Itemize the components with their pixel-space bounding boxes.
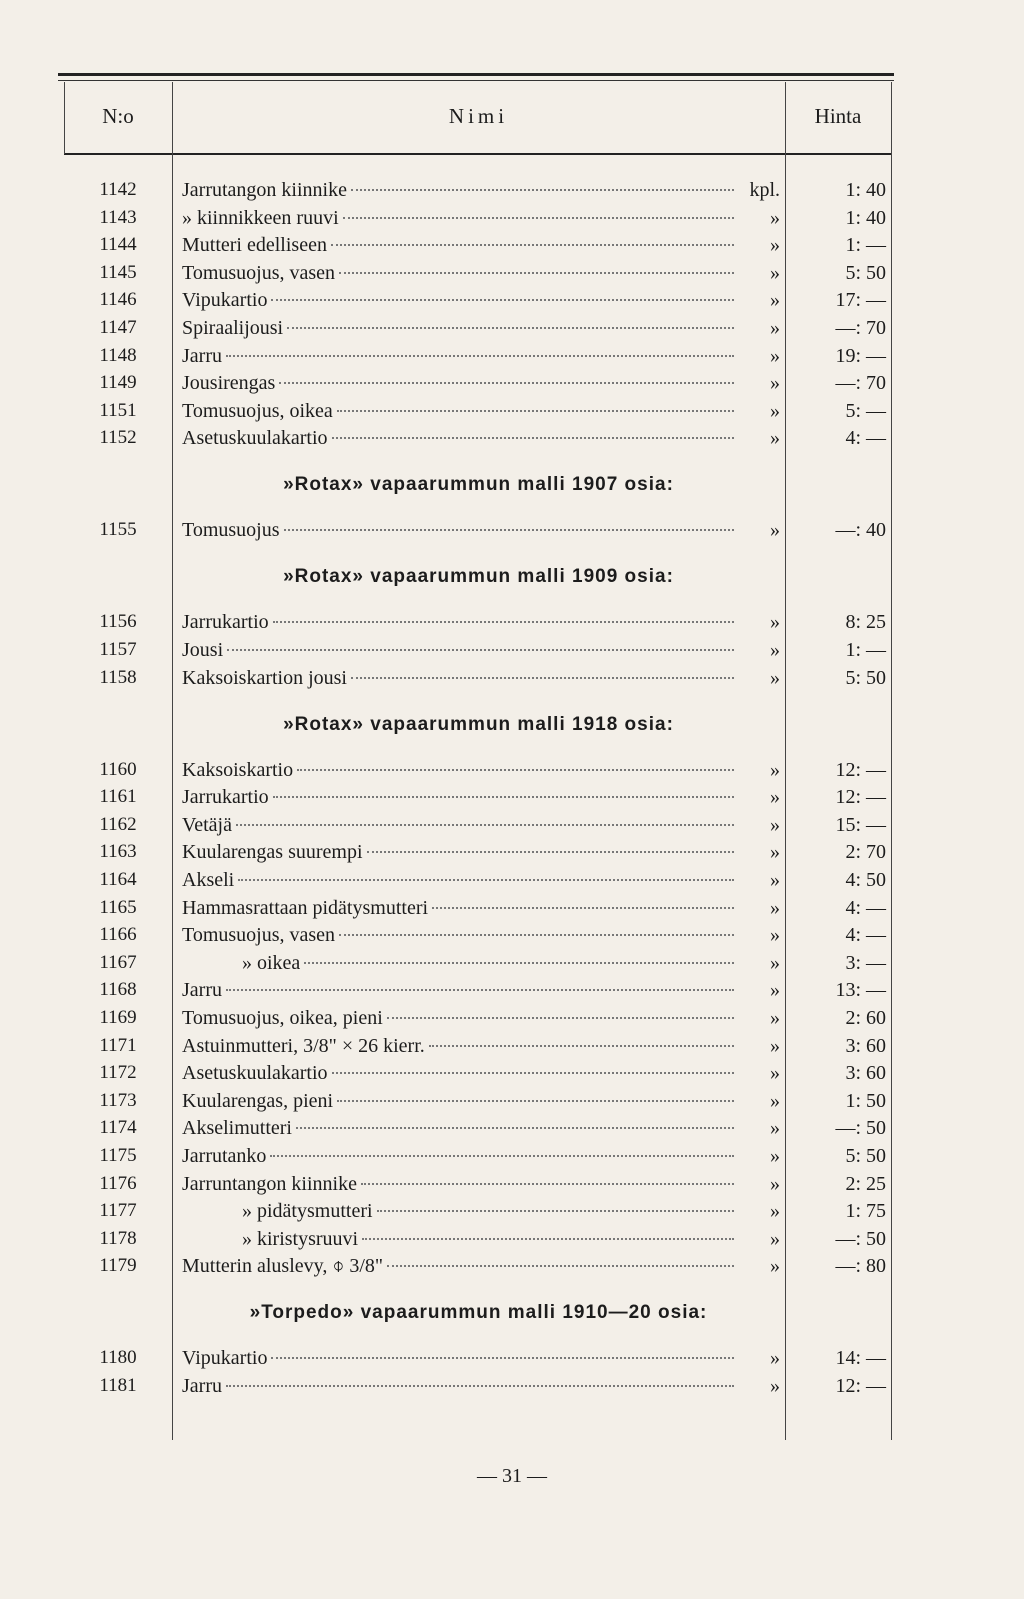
price: 12: —: [835, 786, 886, 809]
part-name: Hammasrattaan pidätysmutteri: [182, 894, 734, 922]
table-row: [0, 231, 1024, 259]
unit: »: [770, 979, 780, 1002]
price: 4: —: [845, 924, 886, 947]
price: 2: 25: [845, 1172, 886, 1195]
part-number: 1162: [99, 813, 137, 835]
price: 4: —: [845, 427, 886, 450]
price: 1: —: [845, 234, 886, 257]
header-price: Hinta: [814, 104, 862, 128]
part-name: Jarrukartio: [182, 783, 734, 811]
part-number: 1165: [99, 896, 137, 918]
part-name: Asetuskuulakartio: [182, 1059, 734, 1087]
part-number: 1145: [99, 261, 137, 283]
table-row: [0, 636, 1024, 664]
part-number: 1166: [99, 924, 137, 946]
section-heading: »Rotax» vapaarummun malli 1907 osia:: [283, 474, 674, 496]
unit: »: [770, 317, 780, 339]
part-number: 1158: [99, 666, 137, 688]
part-number: 1161: [99, 786, 137, 808]
unit: »: [770, 813, 780, 836]
part-name: Asetuskuulakartio: [182, 424, 734, 452]
unit: »: [770, 1227, 780, 1250]
part-number: 1143: [99, 206, 137, 228]
price: —: 80: [835, 1255, 886, 1278]
unit: »: [770, 519, 780, 542]
table-row: [0, 756, 1024, 784]
unit: »: [770, 261, 780, 284]
price: 15: —: [835, 813, 886, 836]
table-row: [0, 204, 1024, 232]
table-row: [0, 1344, 1024, 1372]
part-number: 1177: [99, 1200, 137, 1222]
section-heading: »Rotax» vapaarummun malli 1918 osia:: [283, 713, 674, 735]
table-row: [0, 424, 1024, 452]
part-name: Vetäjä: [182, 811, 734, 839]
unit: »: [770, 289, 780, 312]
price: 3: 60: [845, 1034, 886, 1057]
section-heading: »Torpedo» vapaarummun malli 1910—20 osia:: [249, 1302, 708, 1324]
part-name: Jousi: [182, 636, 734, 664]
part-number: 1156: [99, 611, 137, 633]
unit: »: [770, 372, 780, 395]
unit: »: [770, 924, 780, 947]
price: 13: —: [835, 979, 886, 1002]
unit: »: [770, 1089, 780, 1112]
price: 3: —: [845, 951, 886, 974]
part-number: 1142: [99, 179, 137, 200]
table-row: [0, 1004, 1024, 1032]
part-number: 1163: [99, 841, 137, 863]
unit: »: [770, 1200, 780, 1223]
table-row: [0, 976, 1024, 1004]
part-number: 1167: [99, 951, 137, 973]
price: 2: 70: [845, 841, 886, 864]
table-row: [0, 949, 1024, 977]
part-number: 1172: [99, 1062, 137, 1084]
table-row: [0, 1372, 1024, 1400]
part-number: 1157: [99, 639, 137, 660]
price: —: 50: [835, 1227, 886, 1250]
price: —: 70: [835, 372, 886, 395]
part-number: 1174: [99, 1117, 137, 1139]
price: 8: 25: [845, 611, 886, 634]
table-row: [0, 894, 1024, 922]
table-row: [0, 921, 1024, 949]
part-name: Mutteri edelliseen: [182, 231, 734, 259]
unit: »: [770, 1062, 780, 1085]
price: 1: 40: [845, 179, 886, 201]
part-number: 1180: [99, 1347, 137, 1369]
part-number: 1151: [99, 399, 137, 421]
price: 17: —: [835, 289, 886, 312]
table-row: [0, 259, 1024, 287]
unit: »: [770, 234, 780, 257]
price: —: 40: [835, 519, 886, 542]
price: 19: —: [835, 344, 886, 367]
price: 1: 40: [845, 206, 886, 229]
part-number: 1168: [99, 979, 137, 1001]
part-name: Akselimutteri: [182, 1114, 734, 1142]
price: 12: —: [835, 758, 886, 781]
table-row: [0, 516, 1024, 544]
part-name: » pidätysmutteri: [182, 1197, 734, 1225]
section-heading: »Rotax» vapaarummun malli 1909 osia:: [283, 566, 674, 588]
price: 4: —: [845, 896, 886, 919]
part-name: Kaksoiskartion jousi: [182, 664, 734, 692]
unit: »: [770, 786, 780, 809]
price: 5: 50: [845, 1145, 886, 1167]
unit: »: [770, 639, 780, 661]
price: 1: 50: [845, 1089, 886, 1112]
price: 5: —: [845, 399, 886, 422]
unit: »: [770, 344, 780, 367]
part-number: 1148: [99, 344, 137, 366]
part-name: Kuularengas, pieni: [182, 1087, 734, 1115]
part-name: Jarru: [182, 1372, 734, 1400]
price: 1: —: [845, 639, 886, 661]
part-number: 1149: [99, 372, 137, 394]
unit: »: [770, 1172, 780, 1195]
table-row: [0, 397, 1024, 425]
table-row: [0, 1114, 1024, 1142]
price: 4: 50: [845, 869, 886, 891]
part-name: Kuularengas suurempi: [182, 838, 734, 866]
part-name: Mutterin aluslevy, ⌽ 3/8": [182, 1252, 734, 1280]
table-row: [0, 1225, 1024, 1253]
table-row: [0, 1197, 1024, 1225]
part-number: 1147: [99, 317, 137, 338]
part-number: 1169: [99, 1007, 137, 1028]
unit: »: [770, 206, 780, 229]
top-rule: [58, 73, 894, 76]
price: —: 50: [835, 1117, 886, 1140]
table-row: [0, 342, 1024, 370]
table-row: [0, 866, 1024, 894]
part-name: Kaksoiskartio: [182, 756, 734, 784]
price: 5: 50: [845, 261, 886, 284]
table-row: [0, 1170, 1024, 1198]
part-name: Jarrutangon kiinnike: [182, 176, 734, 204]
header-name: Nimi: [448, 104, 509, 128]
unit: kpl.: [749, 179, 780, 201]
table-row: [0, 314, 1024, 342]
price: —: 70: [835, 317, 886, 339]
unit: »: [770, 1007, 780, 1029]
table-row: [0, 1142, 1024, 1170]
unit: »: [770, 1034, 780, 1057]
page-number: — 31 —: [477, 1465, 547, 1487]
table-row: [0, 811, 1024, 839]
price: 3: 60: [845, 1062, 886, 1085]
price: 1: 75: [845, 1200, 886, 1223]
part-number: 1171: [99, 1034, 137, 1056]
part-name: Jarru: [182, 342, 734, 370]
unit: »: [770, 896, 780, 919]
part-name: » kiristysruuvi: [182, 1225, 734, 1253]
part-name: Vipukartio: [182, 286, 734, 314]
table-row: [0, 1032, 1024, 1060]
part-name: Jarrutanko: [182, 1142, 734, 1170]
unit: »: [770, 1117, 780, 1140]
unit: »: [770, 1347, 780, 1370]
price: 5: 50: [845, 666, 886, 689]
header-rule: [64, 153, 892, 155]
top-rule-thin: [58, 80, 894, 81]
part-number: 1178: [99, 1227, 137, 1249]
part-name: Jousirengas: [182, 369, 734, 397]
price: 14: —: [835, 1347, 886, 1370]
table-row: [0, 369, 1024, 397]
unit: »: [770, 666, 780, 689]
part-name: Tomusuojus: [182, 516, 734, 544]
part-name: Tomusuojus, oikea, pieni: [182, 1004, 734, 1032]
part-number: 1181: [99, 1375, 137, 1396]
table-row: [0, 783, 1024, 811]
part-number: 1179: [99, 1255, 137, 1277]
table-row: [0, 608, 1024, 636]
table-row: [0, 664, 1024, 692]
table-row: [0, 1087, 1024, 1115]
table-row: [0, 838, 1024, 866]
part-name: » kiinnikkeen ruuvi: [182, 204, 734, 232]
part-name: Jarruntangon kiinnike: [182, 1170, 734, 1198]
part-name: Jarrukartio: [182, 608, 734, 636]
part-name: Spiraalijousi: [182, 314, 734, 342]
unit: »: [770, 951, 780, 974]
unit: »: [770, 1255, 780, 1278]
part-name: Astuinmutteri, 3/8" × 26 kierr.: [182, 1032, 734, 1060]
unit: »: [770, 758, 780, 781]
unit: »: [770, 399, 780, 422]
part-number: 1175: [99, 1145, 137, 1166]
part-name: » oikea: [182, 949, 734, 977]
part-name: Vipukartio: [182, 1344, 734, 1372]
unit: »: [770, 1375, 780, 1397]
part-number: 1144: [99, 234, 137, 256]
part-number: 1152: [99, 427, 137, 449]
part-number: 1164: [99, 869, 137, 890]
part-name: Tomusuojus, oikea: [182, 397, 734, 425]
price: 12: —: [835, 1375, 886, 1397]
part-number: 1155: [99, 519, 137, 541]
unit: »: [770, 841, 780, 864]
unit: »: [770, 611, 780, 634]
part-name: Akseli: [182, 866, 734, 894]
part-name: Tomusuojus, vasen: [182, 921, 734, 949]
part-number: 1173: [99, 1089, 137, 1111]
price: 2: 60: [845, 1007, 886, 1029]
table-row: [0, 1059, 1024, 1087]
part-number: 1146: [99, 289, 137, 311]
part-number: 1176: [99, 1172, 137, 1194]
part-name: Tomusuojus, vasen: [182, 259, 734, 287]
unit: »: [770, 869, 780, 891]
part-name: Jarru: [182, 976, 734, 1004]
table-row: [0, 286, 1024, 314]
unit: »: [770, 1145, 780, 1167]
unit: »: [770, 427, 780, 450]
table-row: [0, 176, 1024, 204]
table-row: [0, 1252, 1024, 1280]
header-number: N:o: [102, 104, 134, 128]
part-number: 1160: [99, 758, 137, 780]
